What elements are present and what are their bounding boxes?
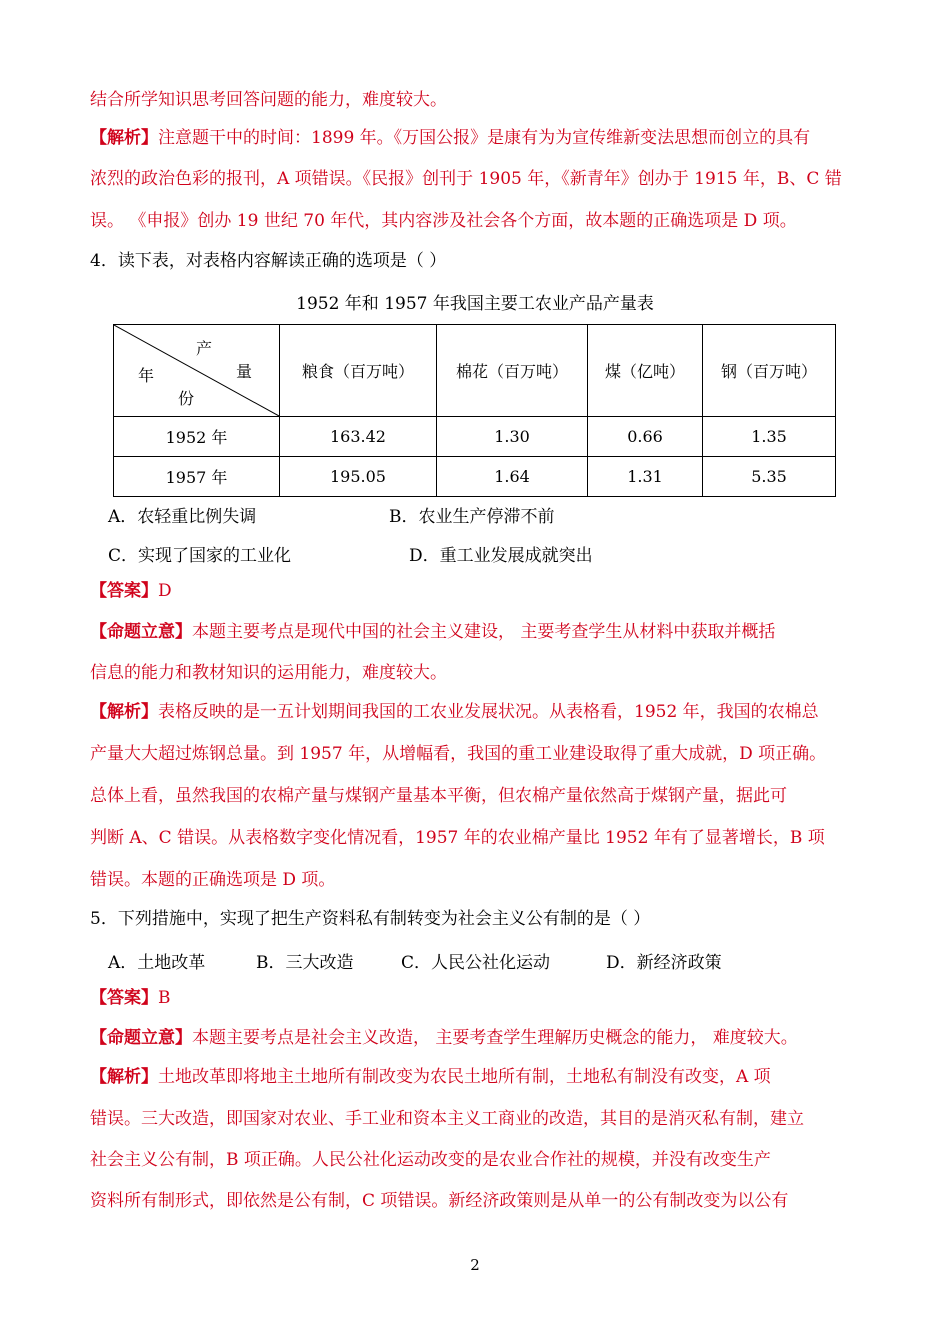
analysis-tag: 【解析】 [90, 1067, 158, 1087]
q3-analysis-line-2: 浓烈的政治色彩的报刊，A 项错误。《民报》创刊于 1905 年，《新青年》创办于 1915 年，B、C 错 [90, 169, 842, 189]
cell-coal: 0.66 [588, 417, 703, 457]
answer-tag: 【答案】 [90, 581, 158, 601]
intent-tag: 【命题立意】 [90, 622, 192, 642]
analysis-tag: 【解析】 [90, 128, 158, 148]
q3-intent-continuation: 结合所学知识思考回答问题的能力，难度较大。 [90, 90, 447, 110]
q4-analysis-line-1 [90, 701, 819, 723]
cell-steel: 5.35 [703, 457, 836, 497]
answer-tag: 【答案】 [90, 988, 158, 1008]
q5-answer [90, 987, 171, 1009]
q5-intent [90, 1027, 798, 1049]
table-corner-cell [114, 325, 280, 417]
q4-production-table [113, 324, 836, 497]
page-number: 2 [470, 1256, 480, 1274]
q3-analysis-text: 注意题干中的时间：1899 年。《万国公报》是康有为为宣传维新变法思想而创立的具有 [158, 128, 811, 148]
cell-cotton: 1.30 [437, 417, 588, 457]
q4-intent-line-2: 信息的能力和教材知识的运用能力，难度较大。 [90, 663, 447, 683]
cell-cotton: 1.64 [437, 457, 588, 497]
diagonal-header [114, 325, 279, 416]
cell-grain: 195.05 [280, 457, 437, 497]
header-steel: 钢（百万吨） [703, 325, 836, 417]
q4-analysis-line-5: 错误。本题的正确选项是 D 项。 [90, 870, 336, 890]
q5-option-c: C．人民公社化运动 [401, 953, 551, 973]
q4-option-c: C．实现了国家的工业化 [108, 546, 292, 566]
answer-value: B [158, 988, 171, 1008]
q5-analysis-line-2: 错误。三大改造，即国家对农业、手工业和资本主义工商业的改造，其目的是消灭私有制，建立 [90, 1109, 804, 1129]
q5-option-d: D．新经济政策 [606, 953, 722, 973]
intent-text: 本题主要考点是现代中国的社会主义建设， 主要考查学生从材料中获取并概括 [192, 622, 776, 642]
table-row [114, 457, 836, 497]
answer-value: D [158, 581, 172, 601]
q4-option-b: B．农业生产停滞不前 [389, 507, 555, 527]
header-coal: 煤（亿吨） [588, 325, 703, 417]
cell-grain: 163.42 [280, 417, 437, 457]
q4-option-d: D．重工业发展成就突出 [409, 546, 593, 566]
corner-right-label: 量 [236, 362, 253, 381]
q5-option-b: B．三大改造 [256, 953, 354, 973]
q4-analysis-line-3: 总体上看，虽然我国的农棉产量与煤钢产量基本平衡，但农棉产量依然高于煤钢产量，据此可 [90, 786, 787, 806]
corner-left-label: 年 [138, 366, 155, 385]
q4-answer [90, 580, 172, 602]
corner-bottom-label: 份 [178, 389, 195, 408]
q5-stem: 5．下列措施中，实现了把生产资料私有制转变为社会主义公有制的是（ ） [90, 909, 651, 929]
q3-analysis-line-1 [90, 127, 810, 149]
q5-analysis-line-3: 社会主义公有制，B 项正确。人民公社化运动改变的是农业合作社的规模，并没有改变生产 [90, 1150, 771, 1170]
intent-text: 本题主要考点是社会主义改造， 主要考查学生理解历史概念的能力， 难度较大。 [192, 1028, 798, 1048]
q5-analysis-line-4: 资料所有制形式，即依然是公有制，C 项错误。新经济政策则是从单一的公有制改变为以公有 [90, 1191, 789, 1211]
analysis-tag: 【解析】 [90, 702, 158, 722]
analysis-text: 表格反映的是一五计划期间我国的工农业发展状况。从表格看，1952 年，我国的农棉总 [158, 702, 819, 722]
q4-intent-line-1 [90, 621, 775, 643]
analysis-text: 土地改革即将地主土地所有制改变为农民土地所有制，土地私有制没有改变，A 项 [158, 1067, 771, 1087]
corner-top-label: 产 [196, 339, 213, 358]
row-year: 1957 年 [114, 457, 280, 497]
cell-steel: 1.35 [703, 417, 836, 457]
intent-tag: 【命题立意】 [90, 1028, 192, 1048]
header-cotton: 棉花（百万吨） [437, 325, 588, 417]
table-row [114, 417, 836, 457]
q4-table-title: 1952 年和 1957 年我国主要工农业产品产量表 [296, 294, 654, 314]
q4-analysis-line-2: 产量大大超过炼钢总量。到 1957 年，从增幅看，我国的重工业建设取得了重大成就，D 项正确。 [90, 744, 827, 764]
table-header-row [114, 325, 836, 417]
q5-analysis-line-1 [90, 1066, 771, 1088]
header-grain: 粮食（百万吨） [280, 325, 437, 417]
q4-analysis-line-4: 判断 A、C 错误。从表格数字变化情况看，1957 年的农业棉产量比 1952 年有了显著增长，B 项 [90, 828, 825, 848]
row-year: 1952 年 [114, 417, 280, 457]
cell-coal: 1.31 [588, 457, 703, 497]
q4-option-a: A．农轻重比例失调 [108, 507, 257, 527]
q3-analysis-line-3: 误。 《申报》创办 19 世纪 70 年代，其内容涉及社会各个方面，故本题的正确选项是 D 项。 [90, 211, 797, 231]
q4-stem: 4．读下表，对表格内容解读正确的选项是（ ） [90, 251, 447, 271]
q5-option-a: A．土地改革 [108, 953, 206, 973]
